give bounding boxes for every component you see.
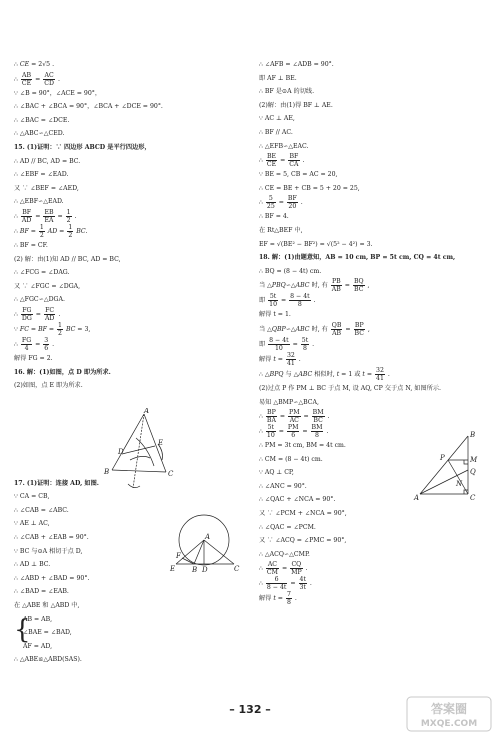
- text-line: ∴ △EFB∽△EAC.: [259, 142, 309, 150]
- text-line: AB = AB,: [23, 615, 53, 623]
- label-b: B: [470, 431, 476, 439]
- segment-ab: [194, 540, 204, 564]
- text-line: (2)解：由(1)得 BF ⊥ AE.: [259, 101, 333, 109]
- text-line: ∴ △ABE≌△ABD(SAS).: [14, 656, 82, 664]
- text-line: 易知 △BMP∽△BCA,: [259, 398, 319, 406]
- text-line: ∴ $\frac{BE}{CE}$ = $\frac{BF}{CA}$ .: [259, 153, 305, 169]
- text-line: ∵ AC ⊥ AE,: [259, 115, 295, 123]
- text-line: ∵ FC = BF = $\frac{1}{2}$ BC = 3,: [14, 321, 91, 337]
- text-line: ∴ △BPQ 与 △ABC 相似时, t = 1 或 t = $\frac{32}{41}$ .: [259, 366, 390, 382]
- text-line: ∴ $\frac{AB}{CE}$ = $\frac{AC}{CD}$ .: [14, 71, 60, 87]
- text-line: ∴ BQ = (8 − 4t) cm.: [259, 267, 322, 275]
- page-number: – 132 –: [229, 703, 271, 716]
- text-line: ∴ ∠QAC = ∠PCM.: [259, 523, 316, 531]
- text-line: ∴ ∠ABD + ∠BAD = 90°.: [14, 574, 90, 582]
- text-line: 解得 t = $\frac{7}{8}$ .: [259, 591, 297, 607]
- figure-16: [92, 408, 190, 498]
- side-ab: [112, 414, 144, 470]
- brace: {: [14, 614, 31, 645]
- label-f: F: [176, 552, 181, 560]
- text-line: 即 $\frac{5t}{10}$ = $\frac{8 - 4t}{8}$ .: [259, 293, 316, 309]
- text-line: ∵ AQ ⊥ CP,: [259, 469, 294, 477]
- text-line: ∴ $\frac{FG}{4}$ = $\frac{3}{6}$ .: [14, 336, 55, 352]
- label-a: A: [205, 533, 211, 541]
- text-line: ∴ AD // BC, AD = BC.: [14, 157, 81, 165]
- text-line: ∴ ∠CAB = ∠ABC.: [14, 506, 69, 514]
- label-c: C: [234, 565, 240, 573]
- construction-arc: [130, 456, 150, 460]
- text-line: ∴ $\frac{FG}{DG}$ = $\frac{FC}{AD}$ .: [14, 306, 61, 322]
- text-line: 当 △PBQ∽△ABC 时, 有 $\frac{PB}{AB}$ = $\frac{BQ}{BC}$ ,: [259, 278, 370, 294]
- text-line: ∴ BF 是⊙A 的切线.: [259, 88, 315, 96]
- text-line: ∴ CM = (8 − 4t) cm.: [259, 455, 323, 463]
- text-line: ∴ $\frac{5}{25}$ = $\frac{BF}{20}$ .: [259, 195, 303, 211]
- text-line: ∴ △FGC∽△DGA.: [14, 296, 65, 304]
- text-line: 又 ∵ ∠BEF = ∠AED,: [14, 184, 79, 192]
- text-line: ∴ AD ⊥ BC.: [14, 561, 51, 569]
- text-line: ∴ ∠CAB + ∠EAB = 90°.: [14, 534, 89, 542]
- svg-text:答案圈: 答案圈: [430, 702, 468, 716]
- text-line: ∴ ∠BAD = ∠EAB.: [14, 588, 69, 596]
- text-line: 解得 t = $\frac{32}{41}$ .: [259, 351, 301, 367]
- text-line: ∴ $\frac{BF}{AD}$ = $\frac{EB}{EA}$ = $\frac{1}{2}$ .: [14, 208, 77, 224]
- figure-18: [412, 430, 484, 502]
- text-line: 即 $\frac{8 - 4t}{10}$ = $\frac{5t}{8}$ .: [259, 336, 315, 352]
- text-line: EF = √(BE² − BF²) = √(5² − 4²) = 3.: [259, 240, 373, 248]
- segment-pc: [448, 460, 468, 494]
- label-a: A: [144, 408, 150, 415]
- text-line: 又 ∵ ∠ACQ = ∠PMC = 90°,: [259, 537, 347, 545]
- text-line: ∵ BE = 5, CB = AC = 20,: [259, 171, 338, 179]
- text-line: ∴ △ABC∽△CED.: [14, 130, 65, 138]
- text-line: 当 △QBP∽△ABC 时, 有 $\frac{QB}{AB}$ = $\frac{BP}{BC}$ ,: [259, 321, 370, 337]
- text-line: 解得 FG = 2.: [14, 354, 53, 362]
- text-line: ∴ BF = CF.: [14, 241, 48, 249]
- svg-text:MXQE.COM: MXQE.COM: [420, 719, 478, 729]
- system-of-equations: [14, 613, 246, 654]
- label-b: B: [192, 566, 198, 574]
- text-line: ∵ BC 与⊙A 相切于点 D,: [14, 547, 83, 555]
- watermark-logo: [406, 696, 492, 732]
- question-15-heading: 15. (1)证明：∵ 四边形 ABCD 是平行四边形，: [14, 143, 151, 151]
- text-line: (2)过点 P 作 PM ⊥ BC 于点 M, 设 AQ, CP 交于点 N, 如图所示.: [259, 384, 441, 392]
- label-m: M: [470, 456, 478, 464]
- label-d: D: [202, 566, 208, 574]
- text-line: ∴ BF // AC.: [259, 128, 293, 136]
- text-line: ∠BAE = ∠BAD,: [23, 629, 72, 637]
- text-line: ∴ $\frac{6}{8 - 4t}$ = $\frac{4t}{3t}$ .: [259, 576, 312, 592]
- text-line: ∴ CE = 2√5 .: [14, 61, 55, 68]
- construction-arc: [136, 438, 154, 466]
- text-line: ∴ $\frac{BP}{BA}$ = $\frac{PM}{AC}$ = $\frac{BM}{BC}$ .: [259, 409, 330, 425]
- label-c: C: [470, 494, 476, 502]
- text-line: 解得 t = 1.: [259, 311, 291, 319]
- label-c: C: [168, 470, 174, 478]
- text-line: ∴ △EBF∽△EAD.: [14, 198, 64, 206]
- text-line: (2)如图，点 E 即为所求.: [14, 382, 83, 390]
- text-line: ∵ AE ⊥ AC,: [14, 520, 50, 528]
- text-line: 又 ∵ ∠PCM + ∠NCA = 90°,: [259, 510, 347, 518]
- label-b: B: [104, 468, 110, 476]
- text-line: 即 AF ⊥ BE.: [259, 74, 297, 82]
- question-17-heading: 17. (1)证明：连接 AD, 如图.: [14, 479, 99, 487]
- text-line: ∴ ∠BAC + ∠BCA = 90°，∠BCA + ∠DCE = 90°.: [14, 103, 163, 111]
- question-18-heading: 18. 解：(1)由题意知，AB = 10 cm, BP = 5t cm, CQ = 4t cm,: [259, 254, 456, 262]
- text-line: ∴ ∠QAC + ∠NCA = 90°.: [259, 496, 336, 504]
- text-line: ∴ ∠FCG = ∠DAG.: [14, 269, 70, 277]
- text-line: ∴ BF = $\frac{1}{2}$ AD = $\frac{1}{2}$ BC.: [14, 223, 88, 239]
- text-line: ∵ ∠B = 90°，∠ACE = 90°，: [14, 89, 102, 97]
- text-line: ∴ PM = 3t cm, BM = 4t cm.: [259, 442, 346, 450]
- text-line: ∴ CE = BE + CB = 5 + 20 = 25,: [259, 184, 360, 192]
- text-line: 在 △ABE 和 △ABD 中,: [14, 602, 80, 610]
- construction-arc: [128, 484, 140, 488]
- text-line: ∴ $\frac{AC}{CM}$ = $\frac{CQ}{MP}$ .: [259, 561, 308, 577]
- text-line: AF = AD,: [23, 642, 53, 650]
- label-e: E: [158, 439, 164, 447]
- label-q: Q: [470, 468, 476, 476]
- text-line: ∴ $\frac{5t}{10}$ = $\frac{PM}{6}$ = $\frac{BM}{8}$ .: [259, 424, 329, 440]
- figure-17: [168, 512, 246, 574]
- text-line: (2) 解：由(1)知 AD // BC, AD = BC,: [14, 255, 121, 263]
- question-16-heading: 16. 解：(1)如图，点 D 即为所求.: [14, 368, 111, 376]
- right-angle-mark: [464, 460, 468, 464]
- label-e: E: [170, 565, 176, 573]
- text-line: 又 ∵ ∠FGC = ∠DGA,: [14, 282, 81, 290]
- text-line: ∴ △ACQ∽△CMP.: [259, 550, 310, 558]
- right-column: [259, 58, 491, 606]
- label-a: A: [414, 494, 420, 502]
- side-bc: [112, 470, 166, 472]
- text-line: ∵ CA = CB,: [14, 493, 50, 501]
- label-p: P: [440, 454, 445, 462]
- text-line: ∴ ∠ANC = 90°.: [259, 482, 307, 490]
- label-d: D: [118, 448, 124, 456]
- left-column: [14, 58, 246, 667]
- text-line: ∴ BF = 4.: [259, 213, 289, 221]
- text-line: 在 Rt△BEF 中,: [259, 226, 303, 234]
- text-line: ∴ ∠AFB = ∠ADB = 90°.: [259, 61, 334, 68]
- text-line: ∴ ∠EBF = ∠EAD.: [14, 171, 69, 179]
- text-line: ∴ ∠BAC = ∠DCE.: [14, 116, 70, 124]
- label-n: N: [456, 480, 463, 488]
